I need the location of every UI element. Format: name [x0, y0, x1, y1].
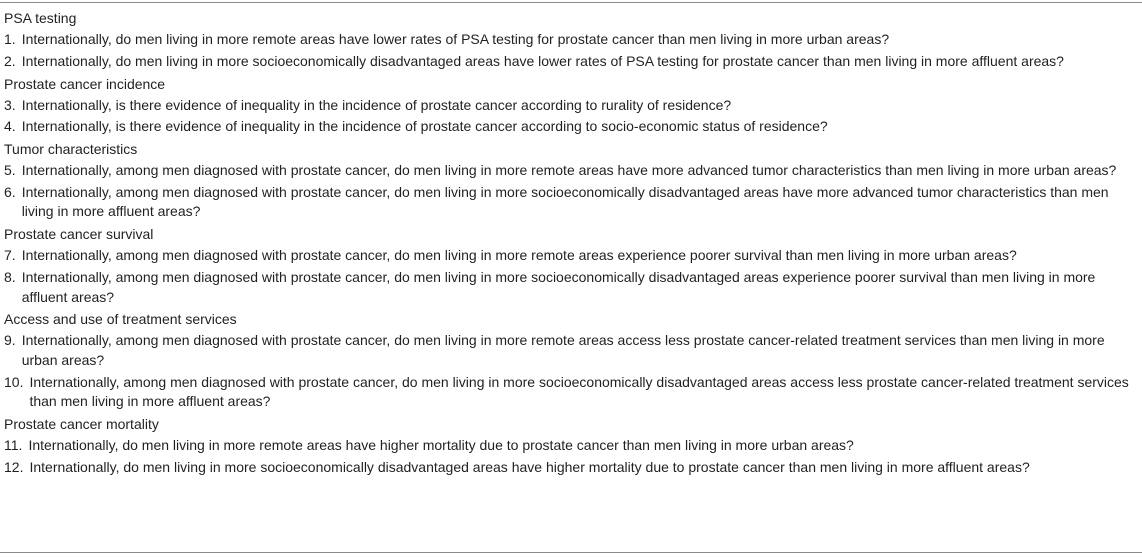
question-text: Internationally, do men living in more remote areas have higher mortality due to prostate cancer than men living in more urban areas?: [28, 436, 854, 453]
table-bottom-rule: [0, 552, 1142, 553]
question-item: [4, 117, 1136, 137]
question-text: Internationally, do men living in more socioeconomically disadvantaged areas have lower rates of PSA testing for prostate cancer than men living in more affluent areas?: [21, 52, 1064, 69]
question-number: 5.: [4, 162, 16, 179]
question-number: 4.: [4, 118, 16, 135]
question-item: [4, 436, 1136, 456]
question-item: [4, 96, 1136, 116]
question-item: [4, 373, 1136, 412]
question-text: Internationally, among men diagnosed with prostate cancer, do men living in more socioeconomically disadvantaged areas access less prostate cancer-related treatment services than men living in more affluent areas?: [29, 373, 1129, 410]
table-body: [4, 8, 1136, 480]
question-item: [4, 30, 1136, 50]
question-text: Internationally, do men living in more socioeconomically disadvantaged areas have higher mortality due to prostate cancer than men living in more affluent areas?: [29, 458, 1030, 475]
question-number: 2.: [4, 52, 16, 69]
section-title: Prostate cancer mortality: [4, 415, 159, 432]
question-number: 6.: [4, 183, 16, 200]
question-text: Internationally, do men living in more remote areas have lower rates of PSA testing for prostate cancer than men living in more urban areas?: [21, 31, 890, 47]
section-title: PSA testing: [4, 10, 77, 26]
question-number: 10.: [4, 373, 24, 390]
question-number: 12.: [4, 458, 24, 475]
question-number: 1.: [4, 31, 16, 47]
question-number: 9.: [4, 332, 16, 349]
question-number: 3.: [4, 96, 16, 113]
question-item: [4, 268, 1136, 307]
question-number: 7.: [4, 247, 16, 264]
section-title: Prostate cancer survival: [4, 226, 154, 243]
question-text: Internationally, among men diagnosed with prostate cancer, do men living in more socioeconomically disadvantaged areas have more advanced tumor characteristics than men living in more affluent areas?: [21, 183, 1109, 220]
question-text: Internationally, among men diagnosed with prostate cancer, do men living in more socioeconomically disadvantaged areas experience poorer survival than men living in more affluent areas?: [21, 269, 1096, 305]
question-text: Internationally, is there evidence of inequality in the incidence of prostate cancer according to rurality of residence?: [21, 96, 732, 113]
question-item: [4, 246, 1136, 266]
section-title: Prostate cancer incidence: [4, 75, 166, 92]
question-text: Internationally, among men diagnosed with prostate cancer, do men living in more remote areas have more advanced tumor characteristics than men living in more urban areas?: [21, 162, 1117, 179]
section-title: Access and use of treatment services: [4, 311, 237, 328]
question-item: [4, 183, 1136, 222]
question-item: [4, 458, 1136, 478]
question-number: 11.: [4, 436, 23, 453]
question-text: Internationally, is there evidence of inequality in the incidence of prostate cancer according to socio-economic status of residence?: [21, 118, 828, 135]
section-title: Tumor characteristics: [4, 141, 138, 158]
question-item: [4, 161, 1136, 181]
table-top-rule: [0, 2, 1142, 3]
question-number: 8.: [4, 269, 16, 286]
question-text: Internationally, among men diagnosed with prostate cancer, do men living in more remote areas experience poorer survival than men living in more urban areas?: [21, 247, 1017, 264]
question-text: Internationally, among men diagnosed with prostate cancer, do men living in more remote areas access less prostate cancer-related treatment services than men living in more urban areas?: [21, 332, 1105, 368]
question-item: [4, 331, 1136, 370]
question-item: [4, 52, 1136, 72]
